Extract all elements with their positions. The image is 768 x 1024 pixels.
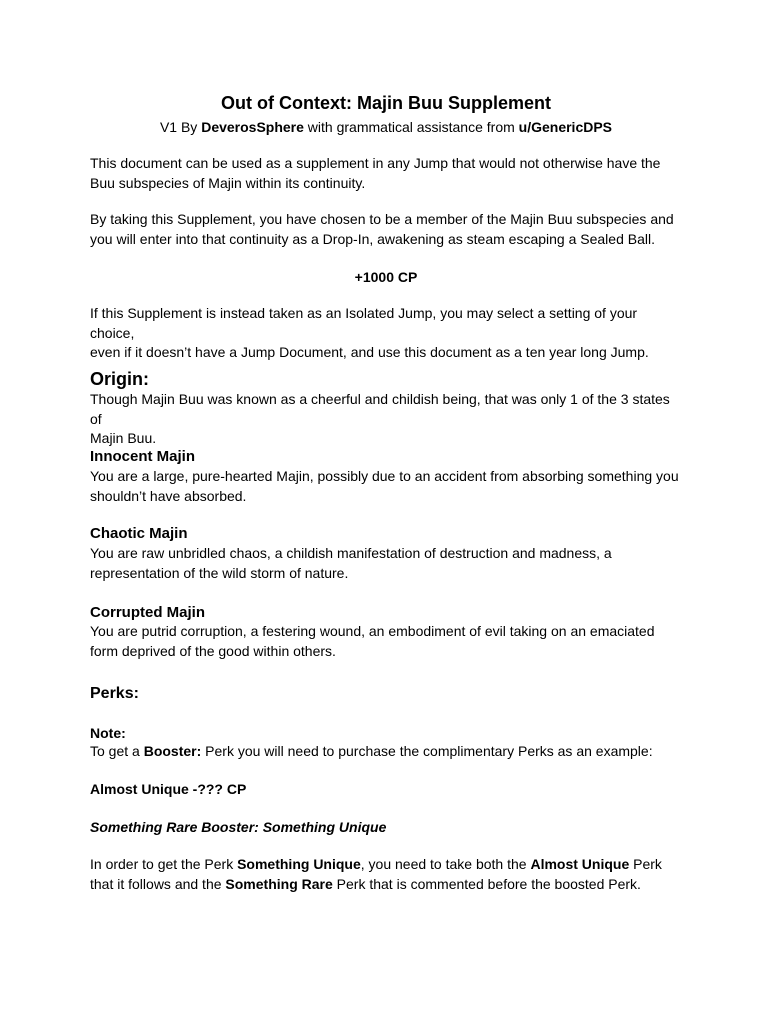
note-post: Perk you will need to purchase the complimentary Perks as an example: — [201, 743, 653, 759]
explain-line-b — [90, 875, 682, 895]
innocent-line-b: shouldn’t have absorbed. — [90, 487, 247, 504]
example-booster: Something Rare Booster: Something Unique — [90, 819, 387, 835]
origin-heading: Origin: — [90, 369, 149, 389]
corrupted-majin-description — [90, 622, 682, 661]
booster-explanation — [90, 855, 682, 894]
origin-desc-line-a: Though Majin Buu was known as a cheerful and childish being, that was only 1 of the 3 states of — [90, 391, 670, 427]
explain-part-4: Almost Unique — [530, 856, 630, 872]
example-perk: Almost Unique -??? CP — [90, 781, 247, 797]
cp-award: +1000 CP — [354, 269, 418, 285]
origin-desc-line-b: Majin Buu. — [90, 430, 157, 446]
innocent-line-a: You are a large, pure-hearted Majin, possibly due to an accident from absorbing something you — [90, 468, 679, 484]
innocent-majin-title: Innocent Majin — [90, 448, 195, 465]
explain-part-6: that it follows and the — [90, 875, 226, 892]
intro-1-line-b: Buu subspecies of Majin within its continuity. — [90, 174, 366, 191]
corrupted-line-b: form deprived of the good within others. — [90, 642, 336, 659]
intro-paragraph-1 — [90, 154, 682, 193]
explain-part-3: , you need to take both the — [360, 856, 531, 872]
intro-2-line-a: By taking this Supplement, you have chosen to be a member of the Majin Buu subspecies and — [90, 211, 674, 227]
perks-heading: Perks: — [90, 685, 139, 702]
intro-2-line-b: you will enter into that continuity as a Drop-In, awakening as steam escaping a Sealed Ball. — [90, 230, 655, 247]
note-booster: Booster: — [143, 743, 202, 759]
byline-prefix: V1 By — [159, 119, 202, 135]
intro-1-line-a: This document can be used as a supplement in any Jump that would not otherwise have the — [90, 155, 661, 171]
chaotic-majin-title: Chaotic Majin — [90, 525, 188, 542]
explain-part-8: Perk that is commented before the boosted Perk. — [332, 875, 641, 892]
chaotic-majin-description — [90, 544, 682, 583]
byline — [90, 118, 682, 136]
intro-paragraph-2 — [90, 210, 682, 249]
corrupted-line-a: You are putrid corruption, a festering wound, an embodiment of evil taking on an emaciated — [90, 623, 655, 639]
note-text — [90, 742, 682, 762]
chaotic-line-a: You are raw unbridled chaos, a childish manifestation of destruction and madness, a — [90, 545, 612, 561]
chaotic-line-b: representation of the wild storm of nature. — [90, 564, 349, 581]
note-label: Note: — [90, 725, 126, 741]
explain-part-1: In order to get the Perk — [90, 856, 238, 872]
origin-description — [90, 390, 682, 449]
byline-assistant: u/GenericDPS — [518, 119, 613, 135]
note-pre: To get a — [90, 743, 144, 759]
isolated-line-a: If this Supplement is instead taken as an Isolated Jump, you may select a setting of your choice, — [90, 305, 638, 341]
byline-author: DeverosSphere — [201, 119, 304, 135]
isolated-line-b: even if it doesn’t have a Jump Document, and use this document as a ten year long Jump. — [90, 344, 649, 360]
document-title: Out of Context: Majin Buu Supplement — [221, 93, 551, 113]
explain-part-2: Something Unique — [237, 856, 361, 872]
explain-part-7: Something Rare — [225, 875, 333, 892]
isolated-jump-paragraph — [90, 304, 682, 363]
corrupted-majin-title: Corrupted Majin — [90, 604, 205, 621]
explain-line-a — [90, 855, 682, 875]
byline-middle: with grammatical assistance from — [303, 119, 519, 135]
explain-part-5: Perk — [629, 856, 662, 872]
innocent-majin-description — [90, 467, 682, 506]
